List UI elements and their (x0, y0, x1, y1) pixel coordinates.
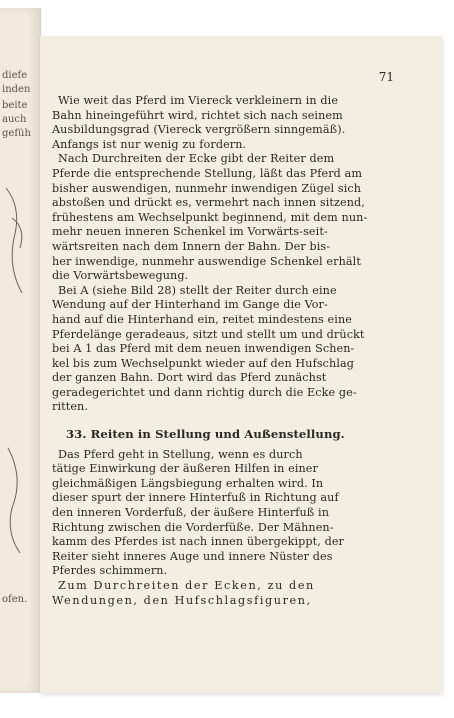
text-line: Pferde die entsprechende Stellung, läßt das Pferd am (52, 166, 363, 180)
text-line: Ausbildungsgrad (Viereck vergrößern sinngemäß). (52, 123, 346, 137)
text-line: geradegerichtet und dann richtig durch die Ecke ge- (52, 385, 357, 399)
text-line: Wendung auf der Hinterhand im Gange die Vor- (52, 298, 328, 312)
text-line: bisher auswendigen, nunmehr inwendigen Zügel sich (52, 181, 362, 195)
text-line: Das Pferd geht in Stellung, wenn es durch (58, 447, 303, 461)
left-page-fragment: beite (2, 100, 28, 111)
left-page-fragment: inden (2, 84, 31, 95)
text-line: hand auf die Hinterhand ein, reitet mindestens eine (52, 312, 352, 326)
text-line: Nach Durchreiten der Ecke gibt der Reiter dem (58, 152, 335, 166)
text-line: bei A 1 das Pferd mit dem neuen inwendigen Schen- (52, 342, 355, 356)
text-line: kamm des Pferdes ist nach innen übergekippt, der (52, 535, 344, 549)
text-line: Zum Durchreiten der Ecken, zu den (58, 579, 315, 592)
text-line: Bei A (siehe Bild 28) stellt der Reiter durch eine (58, 283, 337, 297)
left-page-fragment: gefüh (2, 128, 31, 139)
text-line: her inwendige, nunmehr auswendige Schenkel erhält (52, 254, 361, 268)
text-line: dieser spurt der innere Hinterfuß in Richtung auf (52, 491, 339, 505)
text-line: kel bis zum Wechselpunkt wieder auf den Hufschlag (52, 356, 355, 370)
page-text (52, 94, 377, 608)
text-line: Pferdes schimmern. (52, 564, 168, 578)
text-line: der ganzen Bahn. Dort wird das Pferd zunächst (52, 371, 327, 385)
text-line: Anfangs ist nur wenig zu fordern. (52, 137, 247, 151)
left-page-fragment: ofen. (2, 594, 28, 605)
page-number: 71 (378, 70, 394, 84)
text-line: Bahn hineingeführt wird, richtet sich nach seinem (52, 108, 343, 122)
book-page (40, 36, 442, 693)
left-page-illustration (2, 438, 32, 558)
text-line: frühestens am Wechselpunkt beginnend, mit dem nun- (52, 210, 368, 224)
left-page-edge (0, 8, 41, 693)
text-line: die Vorwärtsbewegung. (52, 269, 189, 283)
left-page-fragment: diefe (2, 70, 28, 81)
text-line: mehr neuen inneren Schenkel im Vorwärts-seit- (52, 225, 328, 239)
section-heading: 33. Reiten in Stellung und Außenstellung. (66, 427, 345, 442)
left-page-fragment: auch (2, 114, 27, 125)
text-line: Reiter sieht inneres Auge und innere Nüster des (52, 549, 333, 563)
text-line: ritten. (52, 400, 88, 414)
text-line: Wendungen, den Hufschlagsfiguren, (52, 593, 312, 607)
text-line: tätige Einwirkung der äußeren Hilfen in einer (52, 462, 318, 476)
text-line: Richtung zwischen die Vorderfüße. Der Mähnen- (52, 520, 334, 534)
text-line: Wie weit das Pferd im Viereck verkleinern in die (58, 94, 339, 107)
text-line: wärtsreiten nach dem Innern der Bahn. Der bis- (52, 239, 331, 253)
left-page-illustration (2, 178, 32, 298)
text-line: Pferdelänge geradeaus, sitzt und stellt um und drückt (52, 327, 365, 341)
text-line: gleichmäßigen Längsbiegung erhalten wird. In (52, 476, 324, 490)
text-line: den inneren Vorderfuß, der äußere Hinterfuß in (52, 506, 330, 520)
text-line: abstoßen und drückt es, vermehrt nach innen sitzend, (52, 196, 365, 210)
section-gap (52, 415, 377, 427)
